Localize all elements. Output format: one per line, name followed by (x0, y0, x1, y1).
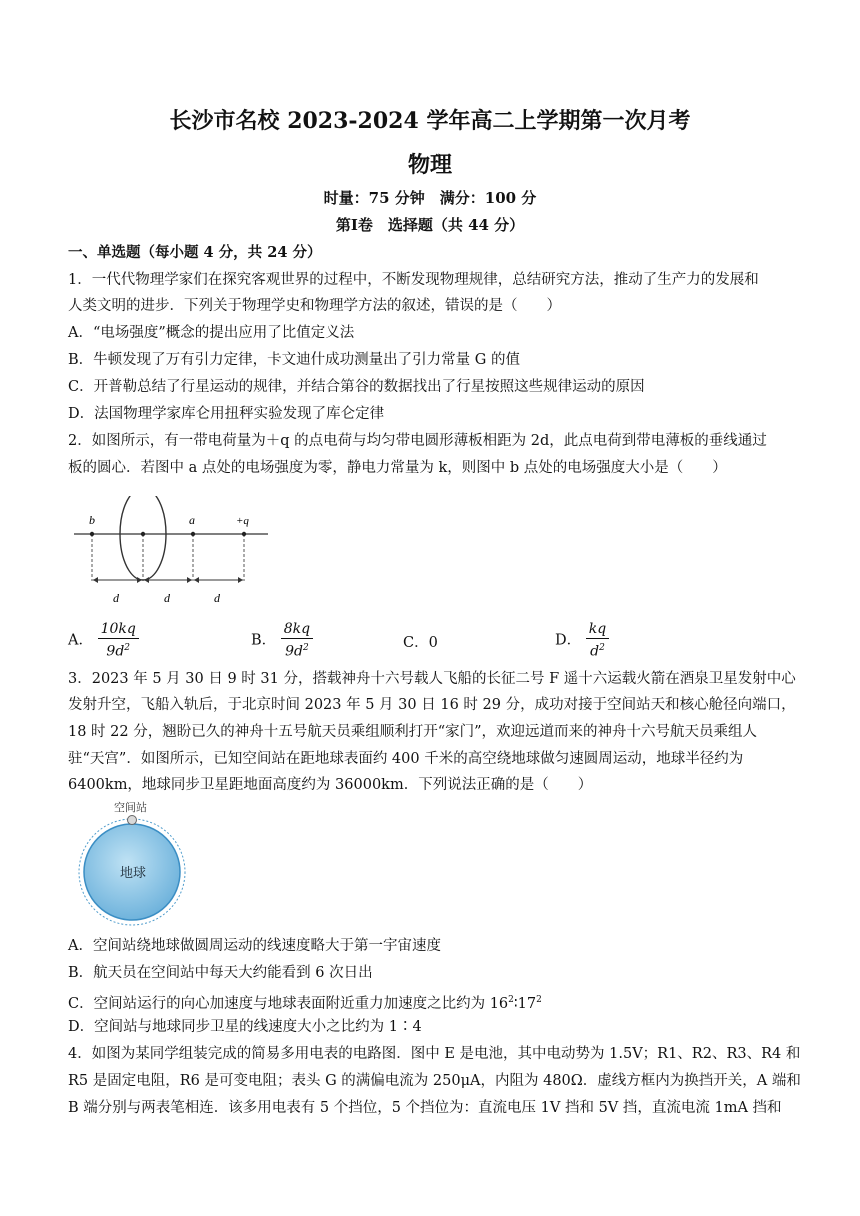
time-info: 时量：75 分钟 满分：100 分 (323, 189, 537, 207)
dim-label-2: d (164, 591, 170, 605)
q2-stem-line2: 板的圆心．若图中 a 点处的电场强度为零，静电力常量为 k，则图中 b 点处的电场强度大小是（ ） (68, 460, 727, 476)
q3-orbit-figure (70, 800, 196, 928)
point-a (191, 532, 195, 536)
q1-option-d: D．法国物理学家库仑用扭秤实验发现了库仑定律 (68, 406, 385, 422)
q3-option-a: A．空间站绕地球做圆周运动的线速度略大于第一宇宙速度 (68, 938, 441, 954)
q2-charge-plate-figure (70, 496, 270, 620)
charged-plate (120, 496, 166, 580)
dim-label-1: d (113, 591, 119, 605)
q2-stem-line1: 2．如图所示，有一带电荷量为＋q 的点电荷与均匀带电圆形薄板相距为 2d，此点电荷到带电薄板的垂线通过 (68, 433, 767, 449)
q3-stem-line4: 驻“天宫”．如图所示，已知空间站在距地球表面约 400 千米的高空绕地球做匀速圆周运动，地球半径约为 (68, 751, 744, 767)
section-heading: 一、单选题（每小题 4 分，共 24 分） (68, 244, 322, 261)
q2-option-b: B． $\frac{8kq}{9d^2}$ (251, 620, 313, 661)
label-a: a (189, 513, 195, 527)
q3-stem-line1: 3．2023 年 5 月 30 日 9 时 31 分，搭载神舟十六号载人飞船的长征二号 F 遥十六运载火箭在酒泉卫星发射中心 (68, 671, 796, 687)
point-charge (242, 532, 246, 536)
q3-stem-line3: 18 时 22 分，翘盼已久的神舟十五号航天员乘组顺利打开“家门”，欢迎远道而来的神舟十六号航天员乘组人 (68, 724, 758, 740)
q1-stem-line1: 1．一代代物理学家们在探究客观世界的过程中，不断发现物理规律，总结研究方法，推动了生产力的发展和 (68, 272, 759, 288)
q3-option-c: C．空间站运行的向心加速度与地球表面附近重力加速度之比约为 $16^2∶17^2$ (68, 995, 542, 1012)
q1-option-c: C．开普勒总结了行星运动的规律，并结合第谷的数据找出了行星按照这些规律运动的原因 (68, 379, 645, 395)
part-heading: 第Ⅰ卷 选择题（共 44 分） (335, 216, 525, 234)
q3-stem-line5: 6400km，地球同步卫星距地面高度约为 36000km．下列说法正确的是（ ） (68, 777, 593, 793)
q2-option-a: A． $\frac{10kq}{9d^2}$ (68, 620, 139, 661)
q4-stem-line2: R5 是固定电阻，R6 是可变电阻；表头 G 的满偏电流为 250μA，内阻为 480Ω．虚线方框内为换挡开关，A 端和 (68, 1073, 801, 1089)
earth-label: 地球 (120, 865, 147, 880)
q4-stem-line1: 4．如图为某同学组装完成的简易多用电表的电路图．图中 E 是电池，其中电动势为 1.5V；R1、R2、R3、R4 和 (68, 1046, 801, 1062)
station-label: 空间站 (114, 802, 147, 814)
exam-title: 长沙市名校 2023-2024 学年高二上学期第一次月考 (169, 108, 691, 134)
point-b (90, 532, 94, 536)
q3-stem-line2: 发射升空，飞船入轨后，于北京时间 2023 年 5 月 30 日 16 时 29 分，成功对接于空间站天和核心舱径向端口， (68, 697, 796, 713)
q1-stem-line2: 人类文明的进步．下列关于物理学史和物理学方法的叙述，错误的是（ ） (68, 298, 561, 314)
plate-center (141, 532, 145, 536)
q3-option-b: B．航天员在空间站中每天大约能看到 6 次日出 (68, 965, 373, 981)
label-q: +q (236, 515, 249, 527)
q3-option-d: D．空间站与地球同步卫星的线速度大小之比约为 1∶4 (68, 1019, 422, 1035)
q1-option-a: A．“电场强度”概念的提出应用了比值定义法 (68, 325, 355, 341)
label-b: b (89, 513, 95, 527)
space-station-icon (128, 816, 137, 825)
subject-title: 物理 (407, 152, 452, 178)
q4-stem-line3: B 端分别与两表笔相连．该多用电表有 5 个挡位，5 个挡位为：直流电压 1V 挡和 5V 挡，直流电流 1mA 挡和 (68, 1100, 782, 1116)
q2-option-c: C．0 (403, 635, 438, 651)
q2-option-d: D． $\frac{kq}{d^2}$ (555, 620, 609, 661)
q1-option-b: B．牛顿发现了万有引力定律，卡文迪什成功测量出了引力常量 G 的值 (68, 352, 520, 368)
dim-label-3: d (214, 591, 220, 605)
